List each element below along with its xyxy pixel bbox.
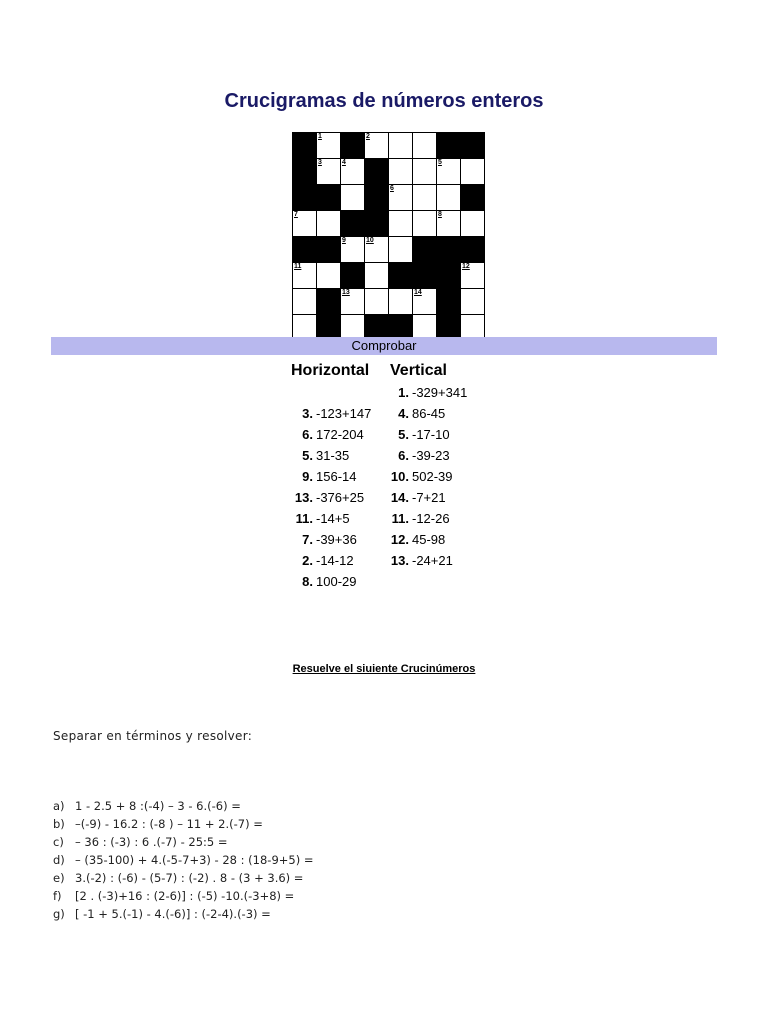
grid-cell[interactable] — [389, 133, 413, 159]
grid-cell-black — [365, 185, 389, 211]
grid-cell[interactable] — [461, 263, 485, 289]
vertical-clue-item — [376, 529, 467, 550]
grid-cell[interactable] — [389, 289, 413, 315]
grid-cell[interactable] — [461, 211, 485, 237]
exercise-letter: b) — [53, 817, 65, 831]
check-button[interactable]: Comprobar — [51, 337, 717, 355]
grid-cell[interactable] — [389, 211, 413, 237]
clue-number: 4. — [398, 406, 409, 421]
vertical-clues — [376, 382, 467, 571]
grid-cell[interactable] — [293, 289, 317, 315]
cell-number: 13 — [342, 289, 350, 296]
clue-expression: -12-26 — [412, 511, 450, 526]
grid-cell[interactable] — [389, 159, 413, 185]
grid-row — [293, 237, 485, 263]
grid-cell[interactable] — [413, 185, 437, 211]
grid-cell[interactable] — [413, 211, 437, 237]
grid-cell-black — [293, 133, 317, 159]
vertical-clue-item — [376, 445, 467, 466]
horizontal-clue-item — [286, 403, 371, 424]
vertical-clue-item — [376, 424, 467, 445]
exercise-list — [53, 797, 314, 923]
clue-number: 5. — [398, 427, 409, 442]
cell-number: 6 — [390, 185, 394, 192]
grid-cell-black — [293, 159, 317, 185]
grid-cell-black — [341, 211, 365, 237]
clue-number: 6. — [302, 427, 313, 442]
grid-row — [293, 185, 485, 211]
grid-cell[interactable] — [461, 289, 485, 315]
horizontal-clue-item — [286, 550, 371, 571]
vertical-clue-item — [376, 508, 467, 529]
cell-number: 1 — [318, 133, 322, 140]
clue-expression: -14+5 — [316, 511, 350, 526]
grid-cell-black — [317, 289, 341, 315]
cell-number: 7 — [294, 211, 298, 218]
horizontal-heading: Horizontal — [291, 362, 370, 379]
clue-number: 9. — [302, 469, 313, 484]
cell-number: 8 — [438, 211, 442, 218]
clue-expression: -24+21 — [412, 553, 453, 568]
grid-cell[interactable] — [317, 133, 341, 159]
cell-number: 12 — [462, 263, 470, 270]
grid-cell-black — [389, 263, 413, 289]
clue-number: 5. — [302, 448, 313, 463]
exercise-item — [53, 833, 314, 851]
clue-expression: 100-29 — [316, 574, 357, 589]
exercise-item — [53, 851, 314, 869]
exercise-letter: g) — [53, 907, 65, 921]
exercise-item — [53, 905, 314, 923]
exercise-letter: f) — [53, 889, 62, 903]
clue-number: 13. — [390, 553, 409, 568]
page-title: Crucigramas de números enteros — [224, 90, 544, 112]
clue-number: 7. — [302, 532, 313, 547]
clue-expression: 172-204 — [316, 427, 364, 442]
clue-expression: -376+25 — [316, 490, 365, 505]
grid-cell[interactable] — [437, 211, 461, 237]
clue-number: 11. — [391, 511, 409, 526]
vertical-clue-item — [376, 466, 467, 487]
grid-cell[interactable] — [365, 237, 389, 263]
grid-cell[interactable] — [389, 185, 413, 211]
grid-row — [293, 159, 485, 185]
section-subtitle: Resuelve el siuiente Crucinúmeros — [292, 663, 476, 675]
cell-number: 5 — [438, 159, 442, 166]
grid-row — [293, 289, 485, 315]
clue-number: 1. — [398, 385, 409, 400]
exercise-expression: –(-9) - 16.2 : (-8 ) – 11 + 2.(-7) = — [75, 817, 263, 831]
clue-expression: 31-35 — [316, 448, 350, 463]
cell-number: 11 — [294, 263, 302, 270]
grid-cell[interactable] — [413, 133, 437, 159]
grid-cell-black — [461, 237, 485, 263]
grid-cell-black — [413, 237, 437, 263]
clue-expression: -39+36 — [316, 532, 357, 547]
clue-number: 3. — [302, 406, 313, 421]
grid-cell[interactable] — [365, 133, 389, 159]
grid-cell[interactable] — [341, 237, 365, 263]
instruction-text: Separar en términos y resolver: — [53, 729, 253, 743]
cell-number: 4 — [342, 159, 346, 166]
exercise-expression: – 36 : (-3) : 6 .(-7) - 25:5 = — [75, 835, 228, 849]
grid-row — [293, 211, 485, 237]
exercise-item — [53, 869, 314, 887]
grid-cell[interactable] — [341, 185, 365, 211]
clue-number: 14. — [390, 490, 409, 505]
grid-cell[interactable] — [389, 237, 413, 263]
cell-number: 10 — [366, 237, 374, 244]
grid-cell[interactable] — [365, 289, 389, 315]
grid-cell[interactable] — [317, 159, 341, 185]
grid-cell[interactable] — [413, 159, 437, 185]
vertical-clue-item — [376, 550, 467, 571]
clue-expression: -39-23 — [412, 448, 450, 463]
grid-cell-black — [461, 185, 485, 211]
clue-number: 8. — [302, 574, 313, 589]
grid-row — [293, 263, 485, 289]
grid-cell-black — [365, 211, 389, 237]
clue-expression: 86-45 — [412, 406, 446, 421]
grid-cell[interactable] — [461, 159, 485, 185]
horizontal-clue-item — [286, 508, 371, 529]
vertical-clue-item — [376, 382, 467, 403]
grid-row — [293, 133, 485, 159]
grid-cell[interactable] — [317, 263, 341, 289]
grid-cell-black — [341, 133, 365, 159]
exercise-expression: [2 . (-3)+16 : (2-6)] : (-5) -10.(-3+8) = — [75, 889, 295, 903]
clue-expression: -7+21 — [412, 490, 446, 505]
grid-cell[interactable] — [293, 263, 317, 289]
exercise-item — [53, 887, 314, 905]
grid-cell-black — [437, 263, 461, 289]
grid-cell-black — [317, 185, 341, 211]
vertical-heading: Vertical — [390, 362, 447, 379]
exercise-letter: a) — [53, 799, 65, 813]
exercise-expression: 1 - 2.5 + 8 :(-4) – 3 - 6.(-6) = — [75, 799, 241, 813]
exercise-expression: [ -1 + 5.(-1) - 4.(-6)] : (-2-4).(-3) = — [75, 907, 271, 921]
grid-cell-black — [437, 133, 461, 159]
horizontal-clue-item — [286, 466, 371, 487]
vertical-clue-item — [376, 487, 467, 508]
horizontal-clue-item — [286, 487, 371, 508]
clue-expression: -17-10 — [412, 427, 450, 442]
exercise-expression: – (35-100) + 4.(-5-7+3) - 28 : (18-9+5) = — [75, 853, 314, 867]
grid-cell-black — [413, 263, 437, 289]
grid-cell-black — [341, 263, 365, 289]
clue-number: 11. — [295, 511, 313, 526]
clue-expression: -329+341 — [412, 385, 468, 400]
clue-expression: -14-12 — [316, 553, 354, 568]
cell-number: 2 — [366, 133, 370, 140]
clue-expression: 45-98 — [412, 532, 446, 547]
clue-number: 6. — [398, 448, 409, 463]
grid-cell[interactable] — [437, 159, 461, 185]
vertical-clue-item — [376, 403, 467, 424]
grid-cell[interactable] — [341, 159, 365, 185]
clue-number: 2. — [302, 553, 313, 568]
clue-expression: -123+147 — [316, 406, 372, 421]
clue-number: 12. — [390, 532, 409, 547]
grid-cell[interactable] — [437, 185, 461, 211]
grid-cell-black — [365, 159, 389, 185]
grid-cell[interactable] — [413, 289, 437, 315]
grid-cell-black — [461, 133, 485, 159]
clue-expression: 156-14 — [316, 469, 357, 484]
cell-number: 9 — [342, 237, 346, 244]
horizontal-clue-item — [286, 571, 371, 592]
exercise-item — [53, 815, 314, 833]
horizontal-clue-item — [286, 424, 371, 445]
grid-cell[interactable] — [293, 211, 317, 237]
grid-cell-black — [293, 185, 317, 211]
grid-cell-black — [317, 237, 341, 263]
grid-cell-black — [293, 237, 317, 263]
horizontal-clue-item — [286, 529, 371, 550]
clue-number: 13. — [294, 490, 313, 505]
grid-cell[interactable] — [341, 289, 365, 315]
cell-number: 14 — [414, 289, 422, 296]
grid-cell-black — [437, 237, 461, 263]
clue-expression: 502-39 — [412, 469, 453, 484]
grid-cell-black — [437, 289, 461, 315]
horizontal-clue-item — [286, 445, 371, 466]
grid-cell[interactable] — [365, 263, 389, 289]
grid-cell[interactable] — [317, 211, 341, 237]
exercise-letter: e) — [53, 871, 65, 885]
crossword-grid — [292, 132, 485, 341]
exercise-letter: d) — [53, 853, 65, 867]
clue-number: 10. — [390, 469, 409, 484]
exercise-item — [53, 797, 314, 815]
horizontal-clues — [286, 403, 371, 592]
exercise-letter: c) — [53, 835, 64, 849]
exercise-expression: 3.(-2) : (-6) - (5-7) : (-2) . 8 - (3 + 3.6) = — [75, 871, 304, 885]
cell-number: 3 — [318, 159, 322, 166]
